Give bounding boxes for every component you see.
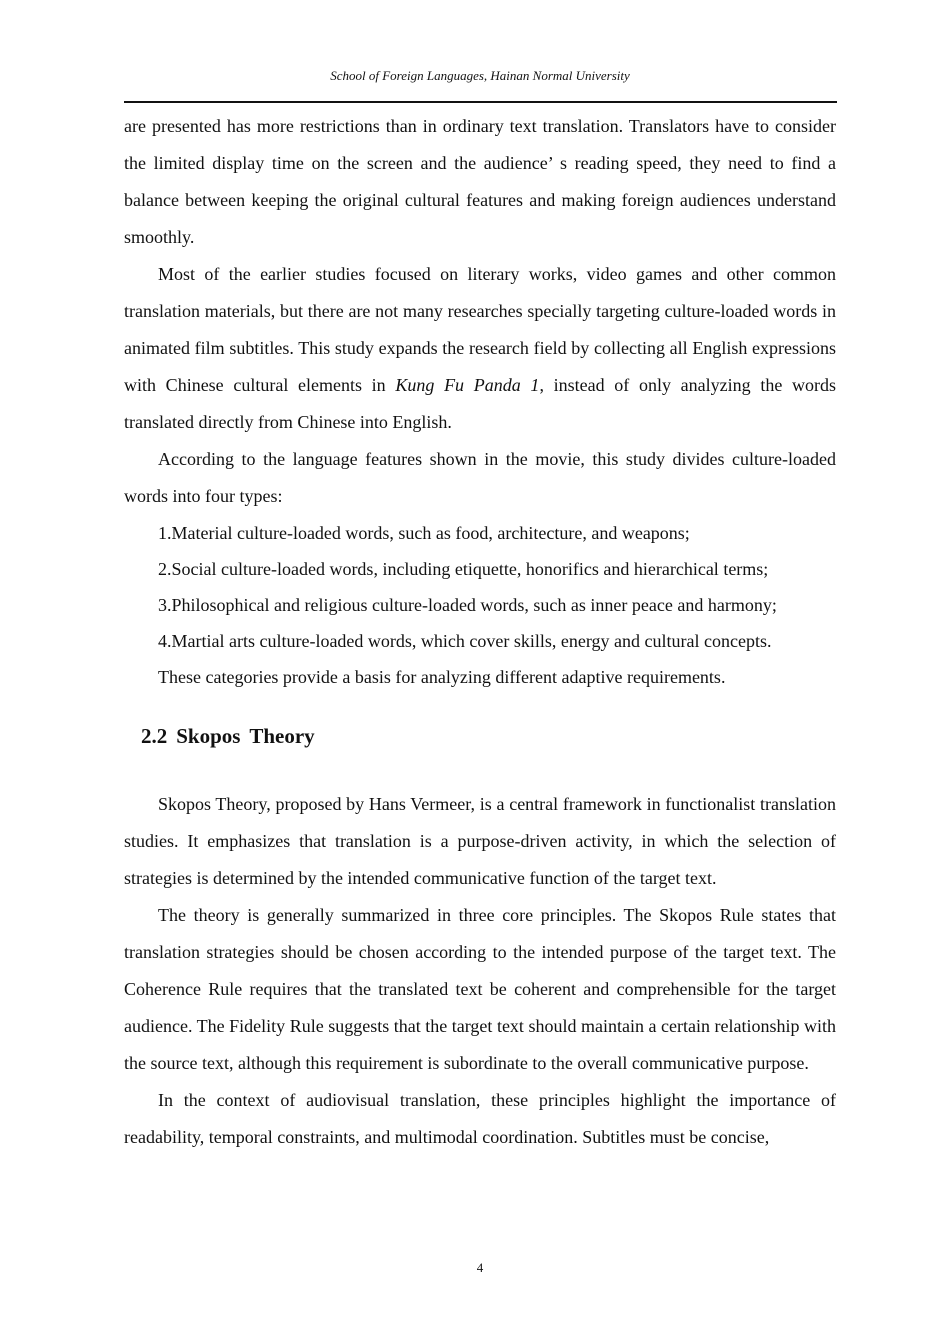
paragraph-earlier-studies (124, 256, 836, 441)
paragraph-audiovisual-context: In the context of audiovisual translation, these principles highlight the importance of readability, temporal constraints, and multimodal coordination. Subtitles must be concise, (124, 1090, 836, 1147)
page-number: 4 (476, 1260, 484, 1275)
film-title: Kung Fu Panda 1 (395, 375, 540, 395)
paragraph-categories-summary: These categories provide a basis for analyzing different adaptive requirements. (158, 667, 726, 687)
paragraph-skopos-definition: Skopos Theory, proposed by Hans Vermeer, is a central framework in functionalist translation studies. It emphasizes that translation is a purpose-driven activity, in which the selection of strategies is determined by the intended communicative function of the target text. (124, 794, 836, 888)
paragraph-continued: are presented has more restrictions than in ordinary text translation. Translators have to consider the limited display time on the screen and the audience’ s reading speed, they need to find a balance between keeping the original cultural features and making foreign audiences understand smoothly. (124, 116, 836, 247)
list-item-material: 1.Material culture-loaded words, such as food, architecture, and weapons; (158, 523, 690, 543)
list-item-social: 2.Social culture-loaded words, including etiquette, honorifics and hierarchical terms; (158, 559, 769, 579)
paragraph-classification: According to the language features shown in the movie, this study divides culture-loaded words into four types: (124, 449, 836, 506)
header-rule (124, 101, 837, 103)
list-item-martial-arts: 4.Martial arts culture-loaded words, which cover skills, energy and cultural concepts. (158, 631, 772, 651)
page-body (124, 108, 836, 1156)
paragraph-text: , instead of only analyzing the words translated directly from Chinese into English. (124, 375, 836, 432)
section-heading (141, 721, 836, 751)
section-title: Skopos Theory (176, 724, 315, 748)
paragraph-core-principles: The theory is generally summarized in three core principles. The Skopos Rule states that translation strategies should be chosen according to the intended purpose of the target text. The Coherence Rule requires that the translated text be coherent and comprehensible for the target audience. The Fidelity Rule suggests that the target text should maintain a certain relationship with the source text, although this requirement is subordinate to the overall communicative purpose. (124, 905, 836, 1073)
section-number: 2.2 (141, 724, 168, 748)
list-item-philosophical: 3.Philosophical and religious culture-loaded words, such as inner peace and harmony; (158, 595, 777, 615)
running-header: School of Foreign Languages, Hainan Normal University (330, 68, 630, 83)
paragraph-text: Most of the earlier studies focused on literary works, video games and other common translation materials, but there are not many researches specially targeting culture-loaded words in animated film subtitles. This study expands the research field by collecting all English expressions with Chinese cultural elements in (124, 264, 836, 395)
